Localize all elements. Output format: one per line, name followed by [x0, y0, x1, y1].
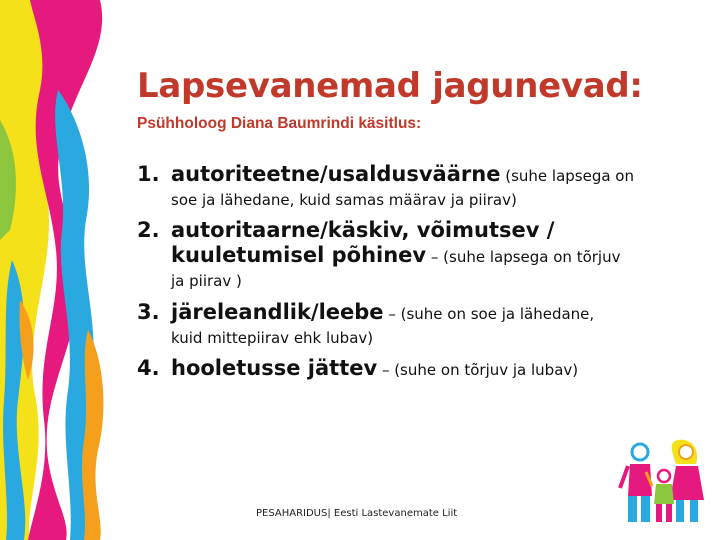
item-heading: autoritaarne/käskiv, võimutsev / — [171, 218, 555, 242]
parenting-styles-list — [137, 162, 697, 381]
item-number: 3. — [137, 300, 160, 324]
decorative-stripes — [0, 0, 120, 540]
item-heading-cont: kuuletumisel põhinev — [171, 242, 427, 267]
slide-subtitle: Psühholoog Diana Baumrindi käsitlus: — [137, 115, 422, 132]
slide-title: Lapsevanemad jagunevad: — [137, 66, 643, 106]
item-description-cont: soe ja lähedane, kuid samas määrav ja piirav) — [171, 190, 517, 209]
footer-text: PESAHARIDUS| Eesti Lastevanemate Liit — [256, 508, 458, 519]
item-description: – (suhe on tõrjuv ja lubav) — [377, 361, 579, 379]
list-item — [137, 162, 697, 218]
item-number: 1. — [137, 162, 160, 186]
item-description-cont: ja piirav ) — [171, 271, 242, 290]
list-item — [137, 356, 697, 381]
item-heading: järeleandlik/leebe — [171, 300, 384, 324]
list-item — [137, 300, 697, 356]
item-heading: hooletusse jättev — [171, 356, 378, 380]
family-illustration-icon — [618, 438, 710, 528]
item-description-cont: kuid mittepiirav ehk lubav) — [171, 328, 374, 347]
item-description: – (suhe on soe ja lähedane, — [383, 305, 595, 323]
item-description: (suhe lapsega on — [500, 167, 634, 185]
item-number: 4. — [137, 356, 160, 380]
item-description: – (suhe lapsega on tõrjuv — [426, 247, 621, 266]
item-heading: autoriteetne/usaldusväärne — [171, 162, 501, 186]
item-number: 2. — [137, 218, 160, 242]
list-item — [137, 218, 697, 300]
